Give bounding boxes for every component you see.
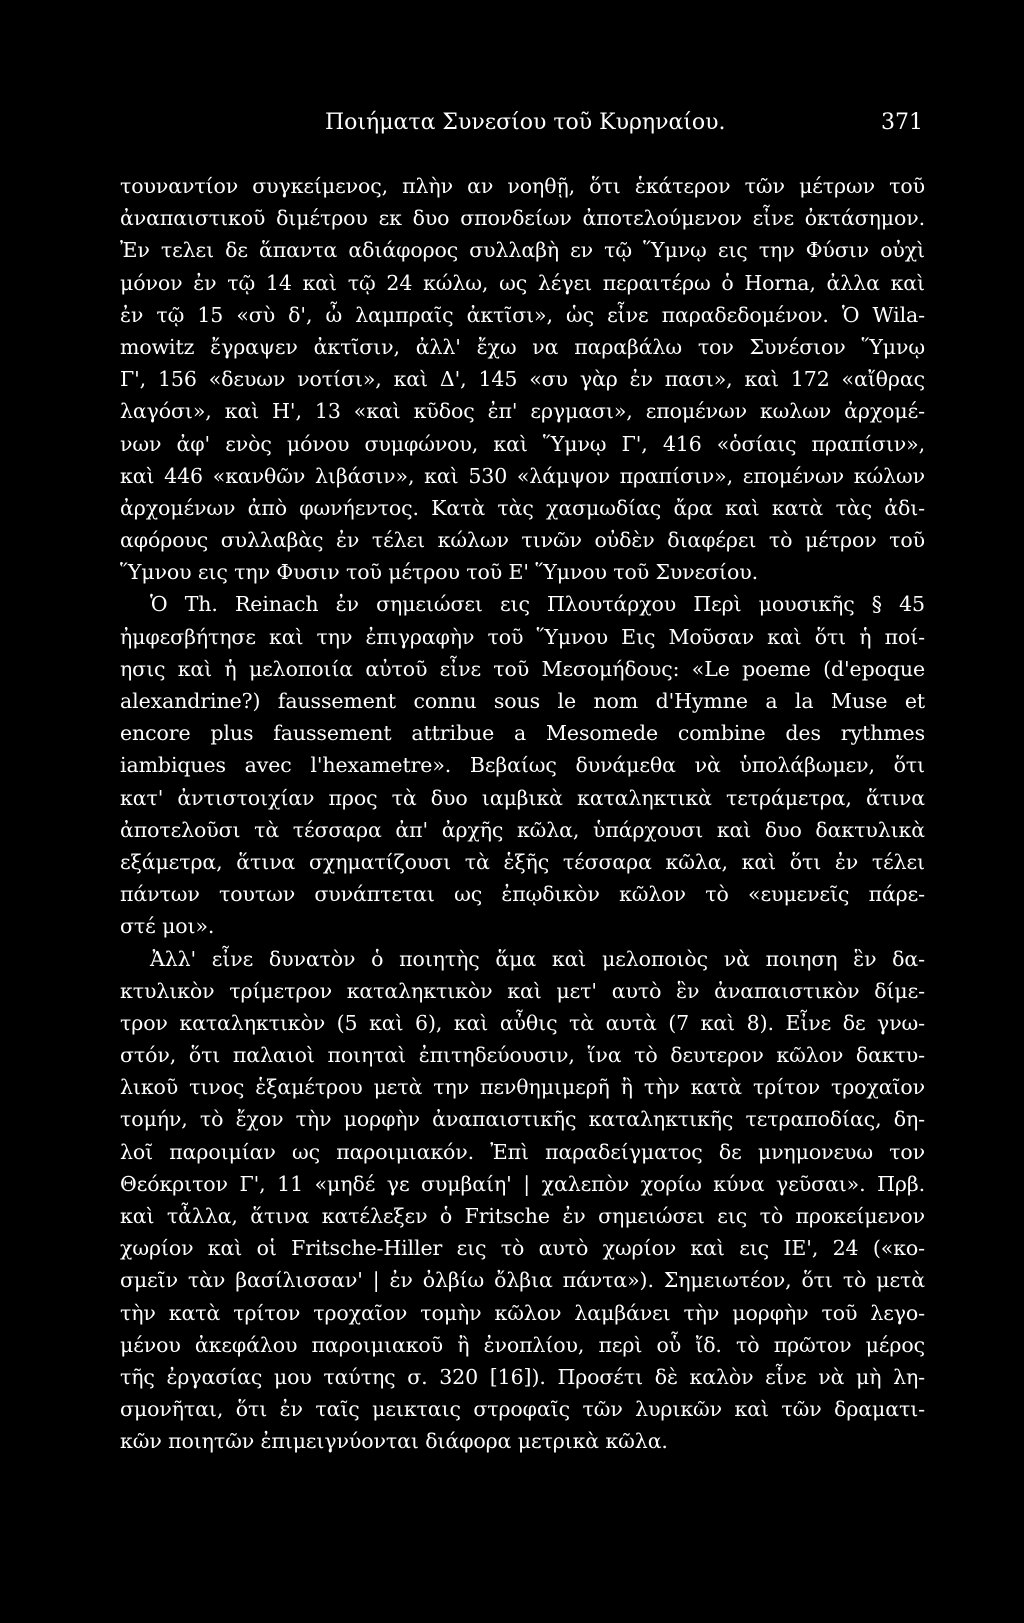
text-line: αφόρους συλλαβὰς ἐν τέλει κώλων τινῶν οὐδὲν διαφέρει τὸ μέτρον τοῦ [120, 528, 925, 553]
text-line: λοῖ παροιμίαν ως παροιμιακόν. Ἐπὶ παραδείγματος δε μνημονευω τον [120, 1139, 925, 1164]
text-line: ἀρχομένων ἀπὸ φωνήεντος. Κατὰ τὰς χασμωδίας ἄρα καὶ κατὰ τὰς ἀδι- [120, 495, 925, 520]
text-line: μόνον ἐν τῷ 14 καὶ τῷ 24 κώλω, ως λέγει περαιτέρω ὁ Horna, ἀλλα καὶ [120, 270, 925, 295]
text-line: στέ μοι». [120, 914, 215, 939]
text-line: σμεῖν τὰν βασίλισσαν' | ἐν ὀλβίω ὄλβια πάντα»). Σημειωτέον, ὅτι τὸ μετὰ [120, 1268, 925, 1293]
text-line: Ἐν τελει δε ἅπαντα αδιάφορος συλλαβὴ εν τῷ Ὕμνῳ εις την Φύσιν οὐχὶ [120, 238, 925, 263]
text-line: νων ἀφ' ενὸς μόνου συμφώνου, καὶ Ὕμνῳ Γ', 416 «ὁσίαις πραπίσιν», [120, 431, 925, 456]
text-line: alexandrine?) faussement connu sous le nom d'Hymne a la Muse et [120, 689, 925, 713]
text-line: εξάμετρα, ἅτινα σχηματίζουσι τὰ ἑξῆς τέσσαρα κῶλα, καὶ ὅτι ἐν τέλει [120, 849, 925, 874]
text-line: στόν, ὅτι παλαιοὶ ποιηταὶ ἐπιτηδεύουσιν, ἵνα τὸ δευτερον κῶλον δακτυ- [120, 1043, 925, 1068]
text-line: τομήν, τὸ ἔχον τὴν μορφὴν ἀναπαιστικῆς καταληκτικῆς τετραποδίας, δη- [120, 1107, 925, 1132]
text-line: Θεόκριτον Γ', 11 «μηδέ γε συμβαίη' | χαλεπὸν χορίω κύνα γεῦσαι». Πρβ. [120, 1171, 925, 1196]
text-line: τὴν κατὰ τρίτον τροχαῖον τομὴν κῶλον λαμβάνει τὴν μορφὴν τοῦ λεγο- [120, 1300, 925, 1325]
text-line: ἐν τῷ 15 «σὺ δ', ὦ λαμπραῖς ἀκτῖσι», ὡς εἶνε παραδεδομένον. Ὁ Wila- [120, 302, 925, 327]
text-line: Ἀλλ' εἶνε δυνατὸν ὁ ποιητὴς ἅμα καὶ μελοποιὸς νὰ ποιηση ἓν δα- [150, 946, 925, 971]
text-line: κτυλικὸν τρίμετρον καταληκτικὸν καὶ μετ' αυτὸ ἓν ἀναπαιστικὸν δίμε- [120, 978, 925, 1003]
text-line: mowitz ἔγραψεν ἀκτῖσιν, ἀλλ' ἔχω να παραβάλω τον Συνέσιον Ὕμνῳ [120, 334, 925, 359]
text-line: τουναντίον συγκείμενος, πλὴν αν νοηθῇ, ὅτι ἑκάτερον τῶν μέτρων τοῦ [120, 174, 925, 198]
text-line: κατ' ἀντιστοιχίαν προς τὰ δυο ιαμβικὰ καταληκτικὰ τετράμετρα, ἅτινα [120, 785, 925, 810]
running-title: Ποιήματα Συνεσίου τοῦ Κυρηναίου. [325, 110, 726, 135]
text-line: τρον καταληκτικὸν (5 καὶ 6), καὶ αὖθις τὰ αυτὰ (7 καὶ 8). Εἶνε δε γνω- [120, 1010, 925, 1035]
text-line: Γ', 156 «δευων νοτίσι», καὶ Δ', 145 «συ γὰρ ἐν πασι», καὶ 172 «αἴθρας [120, 367, 925, 392]
text-line: ἀποτελοῦσι τὰ τέσσαρα ἀπ' ἀρχῆς κῶλα, ὑπάρχουσι καὶ δυο δακτυλικὰ [120, 817, 925, 842]
text-line: ησις καὶ ἡ μελοποιία αὐτοῦ εἶνε τοῦ Μεσομήδους: «Le poeme (d'epoque [120, 656, 925, 681]
text-line: καὶ 446 «κανθῶν λιβάσιν», καὶ 530 «λάμψον πραπίσιν», επομένων κώλων [120, 463, 925, 488]
text-line: Ὕμνου εις την Φυσιν τοῦ μέτρου τοῦ Ε' Ὕμνου τοῦ Συνεσίου. [120, 560, 758, 585]
page-number: 371 [881, 110, 923, 135]
text-line: ἀναπαιστικοῦ διμέτρου εκ δυο σπονδείων ἀποτελούμενον εἶνε ὀκτάσημον. [120, 206, 925, 231]
text-line: λαγόσι», καὶ Η', 13 «καὶ κῦδος ἐπ' εργμασι», επομένων κωλων ἀρχομέ- [120, 399, 925, 424]
text-line: Ὁ Th. Reinach ἐν σημειώσει εις Πλουτάρχου Περὶ μουσικῆς § 45 [150, 592, 925, 617]
text-line: πάντων τουτων συνάπτεται ως ἐπῳδικὸν κῶλον τὸ «ευμενεῖς πάρε- [120, 882, 925, 907]
text-line: κῶν ποιητῶν ἐπιμειγνύονται διάφορα μετρικὰ κῶλα. [120, 1429, 668, 1454]
text-line: encore plus faussement attribue a Mesomede combine des rythmes [120, 721, 925, 746]
text-line: μένου ἀκεφάλου παροιμιακοῦ ἢ ἐνοπλίου, περὶ οὗ ἴδ. τὸ πρῶτον μέρος [120, 1332, 925, 1357]
text-line: σμονῆται, ὅτι ἐν ταῖς μεικταις στροφαῖς τῶν λυρικῶν καὶ τῶν δραματι- [120, 1397, 925, 1422]
body-text [120, 170, 925, 1458]
text-line: καὶ τἆλλα, ἅτινα κατέλεξεν ὁ Fritsche ἐν σημειώσει εις τὸ προκείμενον [120, 1204, 925, 1228]
text-line: ἠμφεσβήτησε καὶ την ἐπιγραφὴν τοῦ Ὕμνου Εις Μοῦσαν καὶ ὅτι ἡ ποί- [120, 624, 925, 649]
text-line: χωρίον καὶ οἱ Fritsche-Hiller εις τὸ αυτὸ χωρίον καὶ εις ΙΕ', 24 («κο- [120, 1236, 925, 1261]
text-line: λικοῦ τινος ἑξαμέτρου μετὰ την πενθημιμερῆ ἢ τὴν κατὰ τρίτον τροχαῖον [120, 1075, 925, 1100]
running-head [120, 108, 923, 138]
text-line: iambiques avec l'hexametre». Βεβαίως δυνάμεθα νὰ ὑπολάβωμεν, ὅτι [120, 753, 925, 778]
text-line: τῆς ἐργασίας μου ταύτης σ. 320 [16]). Προσέτι δὲ καλὸν εἶνε νὰ μὴ λη- [120, 1364, 925, 1389]
